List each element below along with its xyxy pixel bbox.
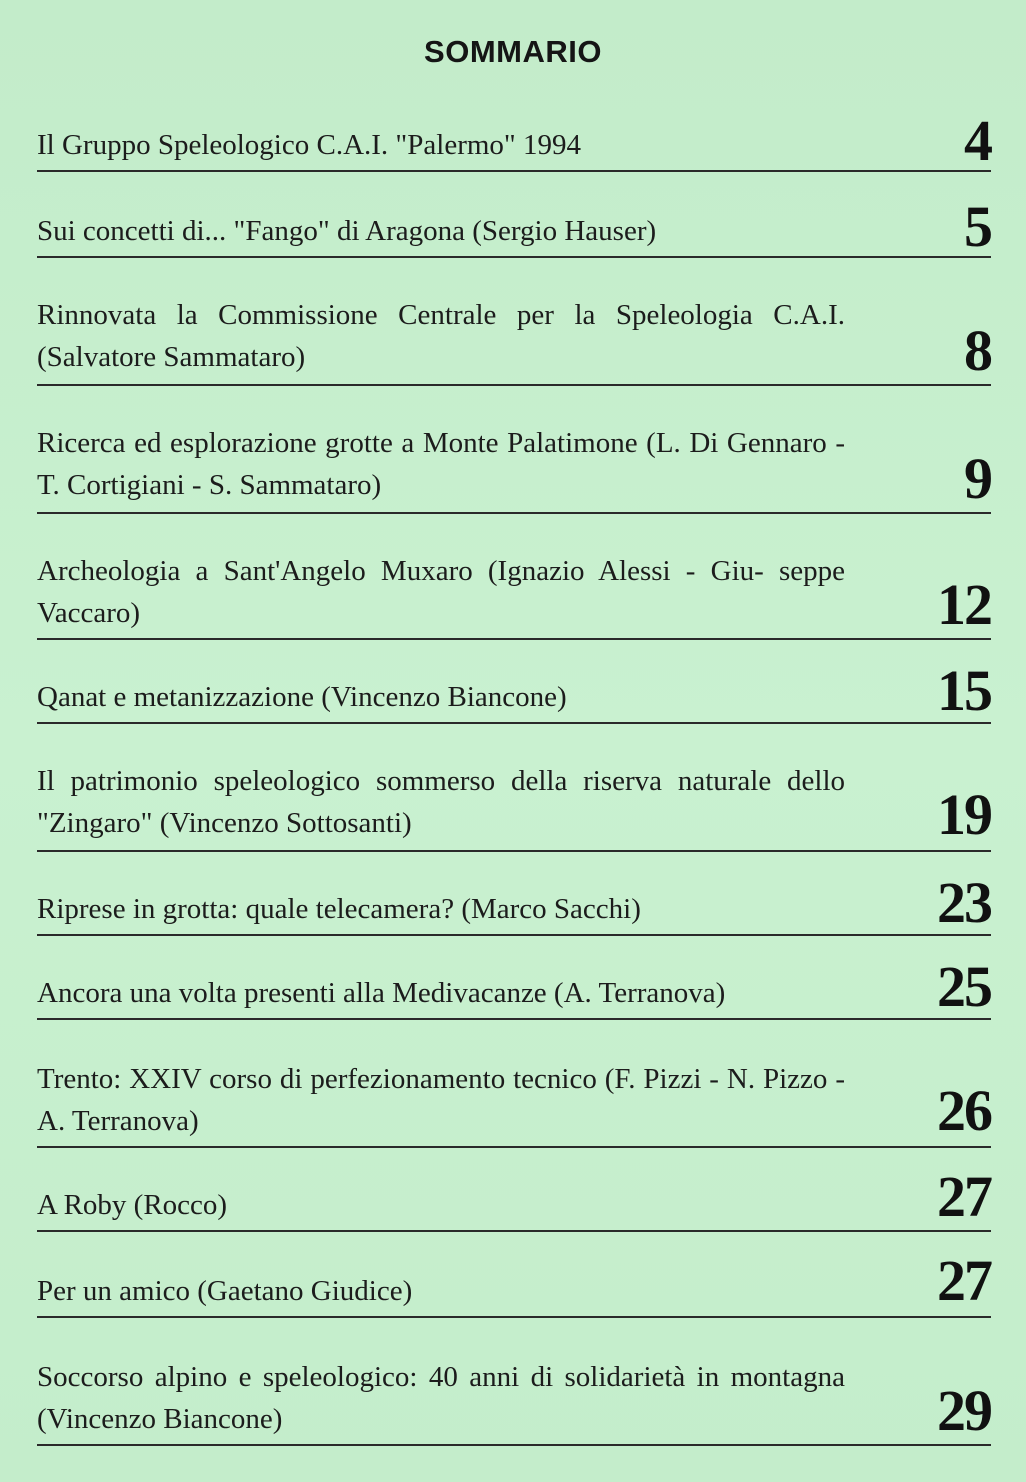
toc-entry[interactable]: [37, 546, 991, 640]
page-title: SOMMARIO: [424, 34, 602, 69]
entry-page-number: 12: [937, 572, 991, 637]
toc-entry[interactable]: [37, 290, 991, 386]
entry-page-number: 15: [937, 658, 991, 723]
toc-entry[interactable]: [37, 658, 991, 724]
entry-page-number: 19: [937, 782, 991, 847]
entry-title: Per un amico (Gaetano Giudice): [37, 1275, 413, 1307]
entry-title: Qanat e metanizzazione (Vincenzo Biancone): [37, 681, 567, 713]
entry-page-number: 27: [937, 1164, 991, 1229]
entry-title: A Roby (Rocco): [37, 1189, 228, 1221]
toc-entry[interactable]: [37, 194, 991, 259]
toc-entry[interactable]: [37, 1054, 991, 1148]
entry-title: Archeologia a Sant'Angelo Muxaro (Ignazio Alessi - Giu- seppe Vaccaro): [37, 555, 845, 629]
entry-page-number: 8: [964, 318, 991, 383]
entry-title: Sui concetti di... "Fango" di Aragona (Sergio Hauser): [37, 215, 657, 247]
entry-title: Ricerca ed esplorazione grotte a Monte Palatimone (L. Di Gennaro - T. Cortigiani - S. Sammataro): [37, 427, 845, 501]
entry-page-number: 29: [937, 1378, 991, 1443]
toc-entry[interactable]: [37, 870, 991, 936]
toc-entry[interactable]: [37, 1164, 991, 1232]
toc-entry[interactable]: [37, 954, 991, 1020]
entry-page-number: 23: [937, 870, 991, 935]
entry-page-number: 26: [937, 1078, 991, 1143]
entry-title: Il Gruppo Speleologico C.A.I. "Palermo" 1994: [37, 129, 581, 161]
toc-entry[interactable]: [37, 756, 991, 852]
entry-title: Ancora una volta presenti alla Medivacanze (A. Terranova): [37, 977, 726, 1009]
entry-page-number: 27: [937, 1248, 991, 1313]
entry-page-number: 9: [964, 446, 991, 511]
entry-page-number: 5: [964, 194, 991, 259]
entry-title: Rinnovata la Commissione Centrale per la Speleologia C.A.I. (Salvatore Sammataro): [37, 299, 845, 373]
entry-title: Riprese in grotta: quale telecamera? (Marco Sacchi): [37, 893, 641, 925]
entry-page-number: 4: [964, 108, 991, 173]
entry-title: Il patrimonio speleologico sommerso della riserva naturale dello "Zingaro" (Vincenzo Sottosanti): [37, 765, 845, 839]
toc-entry[interactable]: [37, 1352, 991, 1446]
toc-entry[interactable]: [37, 1248, 991, 1318]
entry-title: Trento: XXIV corso di perfezionamento tecnico (F. Pizzi - N. Pizzo - A. Terranova): [37, 1063, 845, 1137]
entry-title: Soccorso alpino e speleologico: 40 anni di solidarietà in montagna (Vincenzo Biancone): [37, 1361, 845, 1435]
toc-entry[interactable]: [37, 108, 991, 173]
entry-page-number: 25: [937, 954, 991, 1019]
toc-entry[interactable]: [37, 418, 991, 514]
